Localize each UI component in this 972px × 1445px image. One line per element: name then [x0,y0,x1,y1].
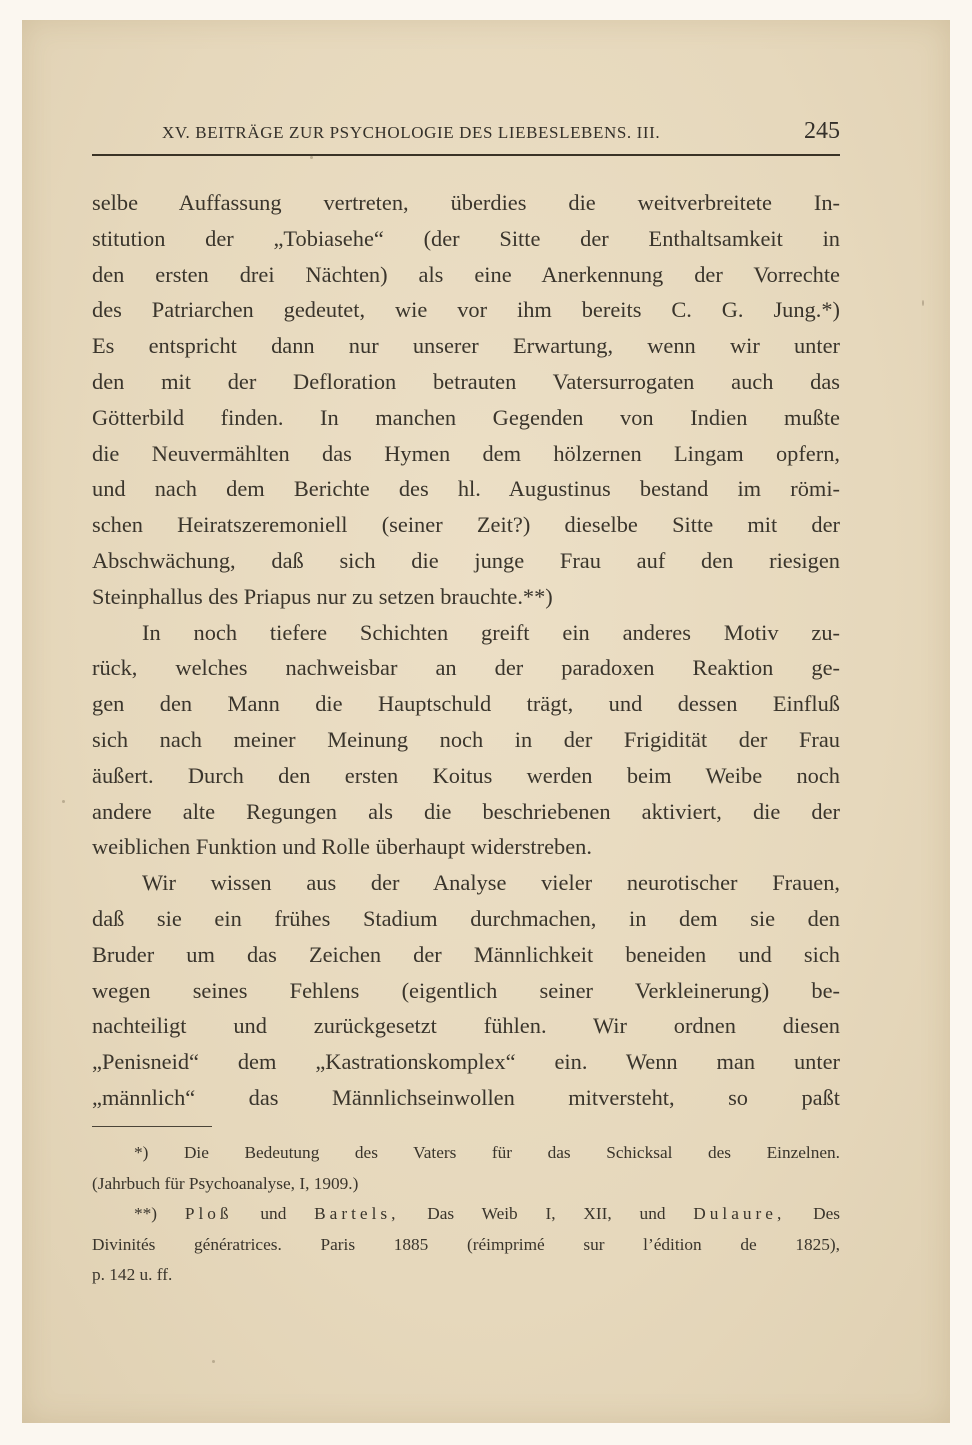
text-line: Abschwächung, daß sich die junge Frau auf den riesigen [92,547,840,573]
footnote-word: und [639,1204,666,1223]
footnote-line: *) Die Bedeutung des Vaters für das Schicksal des Einzelnen. [134,1143,840,1162]
text-line: Götterbild finden. In manchen Gegenden von Indien mußte [92,404,840,430]
footnotes [92,1138,840,1291]
text-line: daß sie ein frühes Stadium durchmachen, in dem sie den [92,905,840,931]
footnote-line: Divinités génératrices. Paris 1885 (réimprimé sur l’édition de 1825), [92,1234,840,1254]
paper-speck [310,156,313,159]
footnote-word: und [260,1204,287,1223]
footnote-line [92,1199,840,1230]
text-line: rück, welches nachweisbar an der paradoxen Reaktion ge- [92,655,840,681]
author-name: Dulaure, [693,1204,786,1223]
text-line: Wir wissen aus der Analyse vieler neurotischer Frauen, [142,870,840,896]
text-line: den mit der Defloration betrauten Vatersurrogaten auch das [92,368,840,394]
text-line: „Penisneid“ dem „Kastrationskomplex“ ein. Wenn man unter [92,1049,840,1075]
text-line: andere alte Regungen als die beschriebenen aktiviert, die der [92,798,840,824]
text-line: nachteiligt und zurückgesetzt fühlen. Wir ordnen diesen [92,1013,840,1039]
footnote-marker: **) [134,1204,158,1223]
body-text [92,185,840,1116]
text-line: Steinphallus des Priapus nur zu setzen brauchte.**) [92,583,553,609]
author-name: Bartels, [314,1204,400,1223]
paper-speck [212,1360,215,1363]
text-line: die Neuvermählten das Hymen dem hölzernen Lingam opfern, [92,440,840,466]
footnote-line: (Jahrbuch für Psychoanalyse, I, 1909.) [92,1173,359,1193]
footnote-word: Das Weib I, XII, [427,1204,612,1223]
footnote-line: p. 142 u. ff. [92,1265,173,1284]
text-line: selbe Auffassung vertreten, überdies die weitverbreitete In- [92,190,840,215]
page-number: 245 [804,118,840,144]
paragraph-2 [92,615,840,866]
text-line: äußert. Durch den ersten Koitus werden beim Weibe noch [92,762,840,788]
paper-speck [62,800,65,803]
footnote-rule [92,1126,212,1127]
text-line: schen Heiratszeremoniell (seiner Zeit?) dieselbe Sitte mit der [92,512,840,538]
author-name: Ploß [184,1204,233,1223]
paragraph-1 [92,185,840,615]
running-header [92,120,840,156]
text-line: „männlich“ das Männlichseinwollen mitversteht, so paßt [92,1084,840,1110]
text-line: Es entspricht dann nur unserer Erwartung, wenn wir unter [92,333,840,359]
running-title: XV. BEITRÄGE ZUR PSYCHOLOGIE DES LIEBESLEBENS. III. [162,123,661,142]
footnote-2 [92,1199,840,1291]
text-line: In noch tiefere Schichten greift ein anderes Motiv zu- [142,619,840,645]
footnote-word: Des [813,1204,840,1223]
footnote-1 [92,1138,840,1199]
text-line: Bruder um das Zeichen der Männlichkeit beneiden und sich [92,941,840,967]
text-line: den ersten drei Nächten) als eine Anerkennung der Vorrechte [92,261,840,287]
text-line: weiblichen Funktion und Rolle überhaupt widerstreben. [92,834,592,860]
text-line: sich nach meiner Meinung noch in der Frigidität der Frau [92,726,840,752]
text-line: stitution der „Tobiasehe“ (der Sitte der Enthaltsamkeit in [92,225,840,251]
text-line: wegen seines Fehlens (eigentlich seiner Verkleinerung) be- [92,977,840,1003]
text-line: gen den Mann die Hauptschuld trägt, und dessen Einfluß [92,691,840,717]
text-line: des Patriarchen gedeutet, wie vor ihm bereits C. G. Jung.*) [92,297,840,323]
paragraph-3 [92,865,840,1116]
paper-speck [922,300,924,306]
text-line: und nach dem Berichte des hl. Augustinus bestand im römi- [92,476,840,502]
